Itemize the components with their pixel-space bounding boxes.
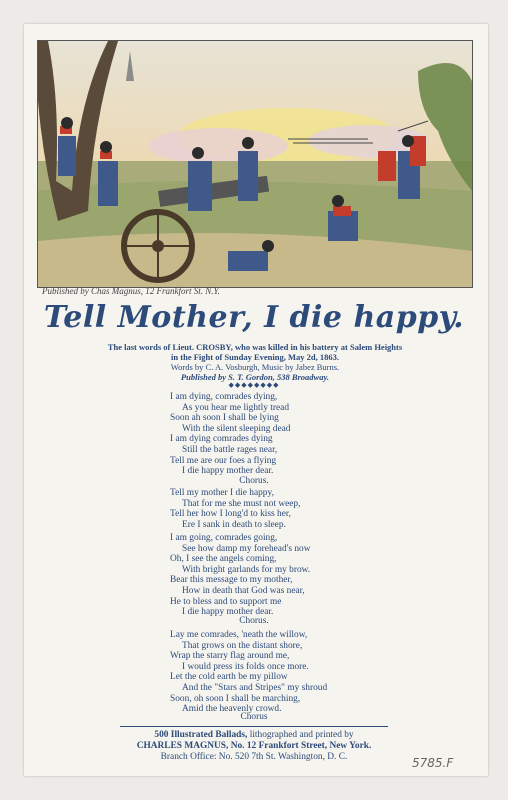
verse-line: Ere I sank in death to sleep. <box>182 519 286 530</box>
footer-line-2: CHARLES MAGNUS, No. 12 Frankfort Street, New York. <box>136 741 372 751</box>
stanza-3 <box>170 533 410 618</box>
chorus-label-1: Chorus. <box>239 476 269 486</box>
chorus-label-3: Chorus <box>240 712 268 722</box>
verse-line: Tell me are our foes a flying <box>170 455 277 466</box>
verse-line: I die happy mother dear. <box>182 607 274 618</box>
subtitle-line-1: The last words of Lieut. CROSBY, who was killed in his battery at Salem Heights <box>107 342 403 352</box>
ornament-divider: ◆◆◆◆◆◆◆◆ <box>228 381 280 389</box>
footer-printed-by: lithographed and printed by <box>247 730 354 740</box>
publisher-credit: Published by Chas Magnus, 12 Frankfort St. N.Y. <box>42 286 220 296</box>
verse-line: Tell my mother I die happy, <box>170 488 274 498</box>
verse-line: I am dying comrades dying <box>170 434 273 445</box>
verse-line: Soon, oh soon I shall be marching, <box>170 693 301 704</box>
verse-line: Let the cold earth be my pillow <box>170 672 288 683</box>
verse-line: Tell her how I long'd to kiss her, <box>170 509 291 520</box>
verse-line: See how damp my forehead's now <box>182 543 311 554</box>
verse-line: And the "Stars and Stripes" my shroud <box>182 682 328 693</box>
catalog-stamp: 5785.F <box>412 756 454 770</box>
footer-ballads-count: 500 Illustrated Ballads, <box>154 730 248 740</box>
footer-rule <box>120 726 388 727</box>
verse-line: I am going, comrades going, <box>170 533 278 543</box>
verse-line: As you hear me lightly tread <box>182 402 290 413</box>
verse-line: Oh, I see the angels coming, <box>170 554 277 565</box>
verse-line: Still the battle rages near, <box>182 444 278 455</box>
verse-line: Wrap the starry flag around me, <box>170 651 290 662</box>
battle-illustration <box>37 40 473 288</box>
verse-line: With the silent sleeping dead <box>182 423 291 434</box>
stanza-2 <box>170 488 410 530</box>
footer-line-1 <box>0 730 508 741</box>
verse-line: He to bless and to support me <box>170 596 282 607</box>
verse-line: That grows on the distant shore, <box>182 640 303 651</box>
verse-line: With bright garlands for my brow. <box>182 564 311 575</box>
verse-line: I die happy mother dear. <box>182 466 274 477</box>
verse-line: I would press its folds once more. <box>182 661 309 672</box>
verse-line: That for me she must not weep, <box>182 498 301 509</box>
verse-line: Bear this message to my mother, <box>170 575 293 586</box>
subtitle-line-2: in the Fight of Sunday Evening, May 2d, 1863. <box>171 352 339 362</box>
footer-line-3: Branch Office: No. 520 7th St. Washington, D. C. <box>160 752 348 762</box>
authors-line: Words by C. A. Vosburgh, Music by Jabez Burns. <box>170 362 340 372</box>
verse-line: How in death that God was near, <box>182 585 305 596</box>
song-title: Tell Mother, I die happy. <box>43 300 465 335</box>
stanza-4 <box>170 630 410 715</box>
verse-line: Lay me comrades, 'neath the willow, <box>170 630 308 640</box>
verse-line: I am dying, comrades dying, <box>170 392 278 402</box>
stanza-1 <box>170 392 410 477</box>
verse-line: Soon ah soon I shall be lying <box>170 413 279 424</box>
chorus-label-2: Chorus. <box>239 616 269 626</box>
verse-line: Amid the heavenly crowd. <box>182 704 282 715</box>
publisher-line: Published by S. T. Gordon, 538 Broadway. <box>180 372 330 382</box>
